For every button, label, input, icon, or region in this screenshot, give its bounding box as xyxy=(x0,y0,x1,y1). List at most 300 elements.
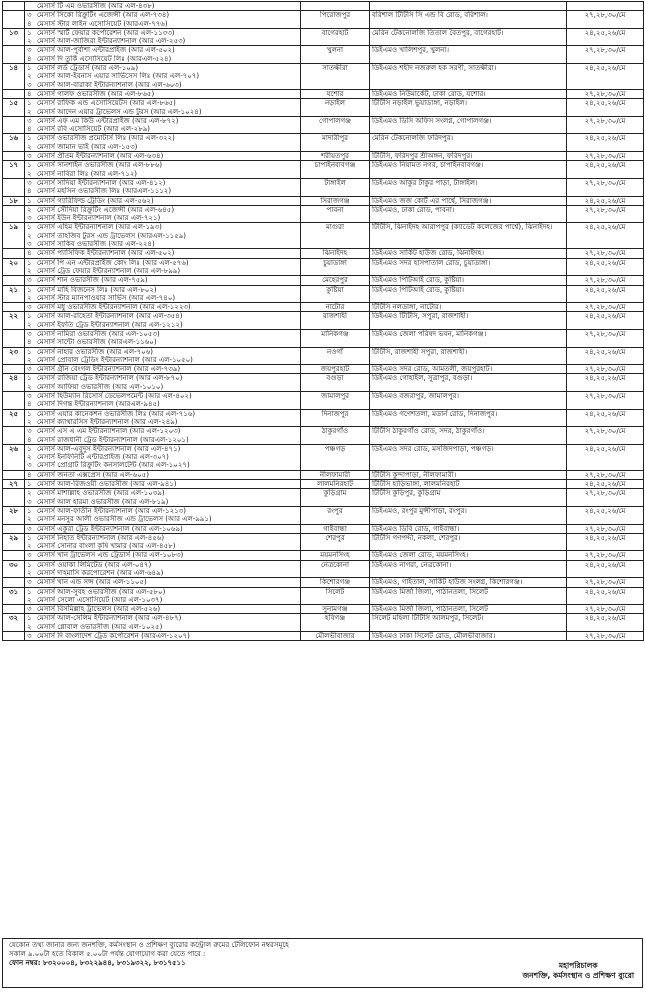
agency-number: ২ xyxy=(27,622,32,631)
serial-cell: ২৯ xyxy=(3,533,25,551)
agencies-cell xyxy=(25,605,301,614)
agency-name: মেসার্স নাবিরা লিঃ (আর এল-৭১২) xyxy=(37,169,138,178)
district-cell: মাগুরা xyxy=(301,223,370,249)
date-cell: ২৪,২৫,২৬/মে xyxy=(567,99,644,117)
venue-address-cell: ডিইএমও সদর রোড, মসজিদপাড়া, পঞ্চগড়। xyxy=(370,444,567,470)
agencies-cell xyxy=(25,427,301,445)
agency-number: ৩ xyxy=(27,524,32,533)
agency-name: মেসার্স তাহজিব টুরস এন্ড ট্রাভেলস (আরএল-১১৫৯) xyxy=(37,231,187,240)
table-row xyxy=(3,347,644,365)
date-cell: ২৪,২৫,২৬/মে xyxy=(567,223,644,249)
venue-address-cell: ডিইএমও, ঢাকা রোড, পাবনা। xyxy=(370,205,567,223)
agencies-cell xyxy=(25,524,301,533)
agency-name: মেসার্স আল-বারাকা ইন্টারন্যাশনাল (আর এল-৬০৩) xyxy=(37,80,182,89)
venue-address-cell: ডিইএমও, গাইতাল, সার্কিট হাউজ সংলগ্ন, কিশোরগঞ্জ। xyxy=(370,578,567,587)
date-cell: ২৪,২৫,২৬/মে xyxy=(567,614,644,632)
table-row xyxy=(3,578,644,587)
table-row xyxy=(3,11,644,29)
table-row xyxy=(3,249,644,258)
agency-name: মেসার্স এফ এম কিউ এন্টারপ্রাইজ (আর এল-৮৭২) xyxy=(37,116,179,125)
agency-number: ১ xyxy=(27,64,32,73)
serial-cell: ৩০ xyxy=(3,560,25,578)
serial-cell xyxy=(3,11,25,29)
agency-number: ১ xyxy=(27,506,32,515)
agencies-cell xyxy=(25,409,301,427)
table-row xyxy=(3,303,644,312)
agency-number: ১ xyxy=(27,480,32,489)
agency-line xyxy=(27,81,298,89)
serial-cell: ২২ xyxy=(3,312,25,330)
agencies-cell xyxy=(25,196,301,205)
date-cell: ২৪,২৫,২৬/মে xyxy=(567,409,644,427)
venue-address-cell: টিটিসি গণপদ্দী, নকলা, শেরপুর। xyxy=(370,533,567,551)
agency-number: ২ xyxy=(27,320,32,329)
date-cell: ২৭,২৮,৩০/মে xyxy=(567,46,644,64)
date-cell: ২৪,২৫,২৬/মে xyxy=(567,134,644,152)
agency-name: মেসার্স সোনার বাংলা কৃষি খামার (আর এল-৪৫৮) xyxy=(37,542,176,551)
venue-address-cell: সিলেট মহিলা টিটিসি আলমপুর, সিলেট। xyxy=(370,614,567,632)
agency-line xyxy=(27,418,298,426)
agency-line xyxy=(27,286,298,294)
agency-name: মেসার্স রাফিক এন্ড এসোসিয়েটস (আর এল-৮৬৫) xyxy=(37,99,176,108)
agency-line xyxy=(27,489,298,497)
agency-line xyxy=(27,525,298,533)
venue-address-cell: ডিইএমও জেলা পরিষদ ভবন, মানিকগঞ্জ। xyxy=(370,329,567,347)
agency-name: মেসার্স মাহি বিজনেস লিঃ (আর এল-৮০২) xyxy=(37,285,157,294)
agency-line xyxy=(27,542,298,550)
agency-name: মেসার্স গ্লোবাল ওভারসীজ (আর এল-১০২৫) xyxy=(37,622,163,631)
agency-number: ২ xyxy=(27,37,32,46)
serial-cell xyxy=(3,276,25,285)
agency-name: মেসার্স সৌদিয়া রিক্রুটিং এজেন্সী (আর এল-৬৪৫) xyxy=(37,205,175,214)
serial-cell: ২৪ xyxy=(3,374,25,392)
agency-line xyxy=(27,588,298,596)
venue-address-cell: ডিইএমও, রংপুর মুন্সীপাড়া, রংপুর। xyxy=(370,506,567,524)
agency-line xyxy=(27,11,298,19)
serial-cell: ২০ xyxy=(3,258,25,276)
agencies-cell xyxy=(25,11,301,29)
agency-line xyxy=(27,20,298,28)
agency-name: মেসার্স আল-সেলিম ইন্টারন্যাশনাল (আর এল-৪৮৭) xyxy=(37,614,182,623)
district-cell: কুড়িগ্রাম xyxy=(301,489,370,507)
agency-number: ২ xyxy=(27,542,32,551)
agency-number: ১ xyxy=(27,312,32,321)
agency-line xyxy=(27,99,298,107)
agencies-cell xyxy=(25,347,301,365)
agency-line xyxy=(27,410,298,418)
agencies-cell xyxy=(25,578,301,587)
agency-number: ৪ xyxy=(27,249,32,258)
serial-cell xyxy=(3,46,25,64)
agency-name: মেসার্স নিহাত ইন্টারন্যাশনাল (আর এল-৪৫৬) xyxy=(37,533,165,542)
table-row xyxy=(3,223,644,249)
date-cell: ২৭,২৮,৩০/মে xyxy=(567,524,644,533)
table-row xyxy=(3,116,644,134)
district-cell: সুনামগঞ্জ xyxy=(301,605,370,614)
district-cell: মেহেরপুর xyxy=(301,276,370,285)
agency-number: ৪ xyxy=(27,187,32,196)
table-row xyxy=(3,524,644,533)
agency-line xyxy=(27,312,298,320)
agency-name: মেসার্স সান্টো ওভারসীজ (আরএল-১১৬০) xyxy=(37,338,157,347)
contact-note-line-1: যেকোন তথ্য জানার জন্য জনশক্তি, কর্মসংস্থান ও প্রশিক্ষণ ব্যুরোর কন্ট্রোল রুমের টেলিফোন নম্বরসমূহে xyxy=(9,941,289,949)
date-cell: ২৪,২৫,২৬/মে xyxy=(567,196,644,205)
agency-name: মেসার্স মহসিন ওভারসীজ লিঃ (আরএল-১১১২) xyxy=(37,187,172,196)
agency-name: মেসার্স মনসুর আলী ওভারসীজ এন্ড ট্রাভেলস (আর এল-৯৯১) xyxy=(37,515,212,524)
agency-line xyxy=(27,29,298,37)
agency-line xyxy=(27,294,298,302)
agency-name: মেসার্স গ্যারিফিল্ড ট্রেডিং (আর এল-৫৬২) xyxy=(37,196,154,205)
date-cell: ২৭,২৮,৩০/মে xyxy=(567,470,644,479)
venue-address-cell: ডিইএমও জেলা রোড, ময়মনসিংহ। xyxy=(370,551,567,560)
agency-name: মেসার্স স্মার্ট ফেয়ার কর্পোরেশন (আর এল-১১৩৩) xyxy=(37,28,175,37)
agency-line xyxy=(27,471,298,479)
agencies-cell xyxy=(25,28,301,46)
venue-address-cell: মেরিন টেকনোলজি ফরিদপুর। xyxy=(370,134,567,152)
agency-number: ২ xyxy=(27,142,32,151)
agency-number: ২ xyxy=(27,231,32,240)
venue-address-cell: বরিশাল টিটিসি সি এন্ড বি রোড, বরিশাল। xyxy=(370,11,567,29)
district-cell: রাজশাহী xyxy=(301,312,370,330)
agency-number: ১ xyxy=(27,587,32,596)
table-row xyxy=(3,89,644,98)
district-cell: জামালপুর xyxy=(301,392,370,410)
agency-number: ২ xyxy=(27,453,32,462)
date-cell: ২৭,২৮,৩০/মে xyxy=(567,11,644,29)
date-cell: ২৭,২৮,৩০/মে xyxy=(567,392,644,410)
contact-note xyxy=(9,941,409,968)
agency-number: ৩ xyxy=(27,240,32,249)
district-cell: মানিকগঞ্জ xyxy=(301,329,370,347)
serial-cell xyxy=(3,578,25,587)
agency-number: ৪ xyxy=(27,400,32,409)
venue-address-cell: ডিইএমও জজ কোর্ট এর পার্শ্বে, সিরাজগঞ্জ। xyxy=(370,196,567,205)
agencies-cell xyxy=(25,205,301,223)
agency-number: ১ xyxy=(27,28,32,37)
venue-address-cell: ডিইএমও টিটিসি, সপুরা, রাজশাহী। xyxy=(370,312,567,330)
agency-line xyxy=(27,507,298,515)
agency-line xyxy=(27,596,298,604)
agency-line xyxy=(27,232,298,240)
agencies-cell xyxy=(25,374,301,392)
venue-address-cell xyxy=(370,2,567,11)
district-cell: নড়াইল xyxy=(301,99,370,117)
district-cell: লালমনিরহাট xyxy=(301,480,370,489)
agency-name: মেসার্স নাহার ওভারসীজ (আর এল-৭০৬) xyxy=(37,347,154,356)
table-row xyxy=(3,276,644,285)
agency-line xyxy=(27,125,298,133)
district-cell: চুয়াডাঙ্গা xyxy=(301,258,370,276)
serial-cell xyxy=(3,605,25,614)
district-cell: গোপালগঞ্জ xyxy=(301,116,370,134)
agency-line xyxy=(27,569,298,577)
agencies-cell xyxy=(25,161,301,179)
agency-number: ১ xyxy=(27,444,32,453)
date-cell: ২৭,২৮,৩০/মে xyxy=(567,276,644,285)
serial-cell xyxy=(3,2,25,11)
agencies-cell xyxy=(25,258,301,276)
venue-address-cell: ডিইএমও মির্জা জিলা, পাঠানতলা, সিলেট xyxy=(370,587,567,605)
agency-line xyxy=(27,72,298,80)
agency-line xyxy=(27,303,298,311)
date-cell: ২৭,২৮,৩০/মে xyxy=(567,551,644,560)
agencies-cell xyxy=(25,2,301,11)
table-row xyxy=(3,134,644,152)
agency-line xyxy=(27,400,298,408)
table-row xyxy=(3,205,644,223)
venue-address-cell: ডিইএমও ডিসি অফিস সংলগ্ন, গোপালগঞ্জ। xyxy=(370,116,567,134)
district-cell: শরীয়তপুর xyxy=(301,152,370,161)
agency-schedule-body xyxy=(3,2,644,641)
agency-name: মেসার্স রবি এসোসিয়েট (আর এল-২৮৯) xyxy=(37,125,151,134)
agency-number: ৪ xyxy=(27,125,32,134)
agency-name: মেসার্স আদেন এয়ার ট্রাভেলস এন্ড টুরস (আর এল-১০২৪) xyxy=(37,107,202,116)
district-cell: ঝিনাইদহ xyxy=(301,249,370,258)
agency-name: মেসার্স সানশাইন ওভারসীজ (আর এল-৮৮৬) xyxy=(37,161,163,170)
agency-name: মেসার্স আল-সুবহ ওভারসীজ (আর এল-৫৮০) xyxy=(37,587,166,596)
agency-number: ৪ xyxy=(27,54,32,63)
agency-line xyxy=(27,480,298,488)
agency-line xyxy=(27,187,298,195)
agency-name: মেসার্স মধু ওভারসীজ ইন্টারন্যাশনাল (আর এল-১২২৩) xyxy=(37,303,191,312)
date-cell: ২৭,২৮,৩০/মে xyxy=(567,303,644,312)
venue-address-cell: টিটিসি, ফরিদপুর শ্রীঅঙ্গন, ফরিদপুর। xyxy=(370,152,567,161)
agencies-cell xyxy=(25,560,301,578)
serial-cell xyxy=(3,116,25,134)
agency-line xyxy=(27,623,298,631)
agencies-cell xyxy=(25,489,301,507)
serial-cell xyxy=(3,365,25,374)
serial-cell: ৩২ xyxy=(3,614,25,632)
date-cell: ২৭,২৮,৩০/মে xyxy=(567,632,644,641)
agency-number: ২ xyxy=(27,355,32,364)
date-cell: ২৭,২৮,৩০/মে xyxy=(567,152,644,161)
agency-line xyxy=(27,427,298,435)
date-cell: ২৭,২৮,৩০/মে xyxy=(567,116,644,134)
agencies-cell xyxy=(25,178,301,196)
serial-cell xyxy=(3,205,25,223)
agency-line xyxy=(27,223,298,231)
agency-number: ১ xyxy=(27,409,32,418)
agency-name: মেসার্স স্টার ম্যানপাওয়ার সার্ভিস (আর এল-৭৪০) xyxy=(37,293,176,302)
signature-block xyxy=(522,961,634,981)
agency-number: ২ xyxy=(27,515,32,524)
serial-cell: ২১ xyxy=(3,285,25,303)
agency-line xyxy=(27,249,298,257)
table-row xyxy=(3,2,644,11)
agency-number: ৩ xyxy=(27,214,32,223)
agency-line xyxy=(27,534,298,542)
signature-title: মহাপরিচালক xyxy=(558,961,598,970)
agency-name: মেসার্স একুরা ট্রেড ইন্টারন্যাশনাল (আর এল-১০৬৯) xyxy=(37,524,183,533)
agency-name: মেসার্স এস এ এম ইন্টারন্যাশনাল (আর এল-১২০৩) xyxy=(37,427,181,436)
agency-line xyxy=(27,392,298,400)
venue-address-cell: ডিইএমও পিটিআই রোড, কুষ্টিয়া। xyxy=(370,276,567,285)
serial-cell xyxy=(3,152,25,161)
date-cell: ২৪,২৫,২৬/মে xyxy=(567,444,644,470)
agency-number: ৩ xyxy=(27,46,32,55)
agency-name: মেসার্স সেলো এসোসিয়েট (আর এল-১০৩৭) xyxy=(37,595,163,604)
serial-cell: ১৫ xyxy=(3,99,25,117)
agency-name: মেসার্স আল-ফাতীন ইন্টারন্যাশনাল (আর এল-১২১৩) xyxy=(37,506,186,515)
district-cell: নীলফামারী xyxy=(301,470,370,479)
date-cell: ২৪,২৫,২৬/মে xyxy=(567,374,644,392)
date-cell: ২৪,২৫,২৬/মে xyxy=(567,161,644,179)
agency-number: ২ xyxy=(27,417,32,426)
table-row xyxy=(3,427,644,445)
table-row xyxy=(3,409,644,427)
district-cell: পঞ্চগড় xyxy=(301,444,370,470)
agencies-cell xyxy=(25,89,301,98)
agency-line xyxy=(27,259,298,267)
serial-cell: ১৮ xyxy=(3,196,25,205)
agency-name: মেসার্স দি বাংলাদেশ ট্রেড কর্পোরেশন (আরএল-১২০৭) xyxy=(37,632,190,641)
serial-cell xyxy=(3,489,25,507)
agency-line xyxy=(27,365,298,373)
serial-cell: ২৬ xyxy=(3,444,25,470)
agencies-cell xyxy=(25,99,301,117)
agency-line xyxy=(27,453,298,461)
venue-address-cell: টিটিসি, ঝিনাইদহ আরাপপুর (ক্যাডেট কলেজের পার্শ্বে), ঝিনাইদহ। xyxy=(370,223,567,249)
agency-number: ৩ xyxy=(27,80,32,89)
serial-cell xyxy=(3,524,25,533)
table-row xyxy=(3,46,644,64)
agency-line xyxy=(27,108,298,116)
agency-line xyxy=(27,134,298,142)
district-cell: গাইবান্ধা xyxy=(301,524,370,533)
table-row xyxy=(3,632,644,641)
agency-number: ৩ xyxy=(27,152,32,161)
venue-address-cell: ডিইএমও ডিবি রোড, গাইবান্ধা। xyxy=(370,524,567,533)
agency-name: মেসার্স প্রীতম ইন্টারন্যাশনাল (আর এল-৬৩৪) xyxy=(37,152,164,161)
agency-number: ২ xyxy=(27,72,32,81)
table-row xyxy=(3,506,644,524)
agency-number: ৩ xyxy=(27,116,32,125)
agency-number: ৪ xyxy=(27,19,32,28)
table-row xyxy=(3,614,644,632)
agency-number: ১ xyxy=(27,347,32,356)
agencies-cell xyxy=(25,587,301,605)
agency-name: মেসার্স ট্রেড ফেয়ার ইন্টারন্যাশনাল (আর এল-৮৯৯) xyxy=(37,266,181,275)
district-cell: হবিগঞ্জ xyxy=(301,614,370,632)
agency-name: মেসার্স প্রোবাল ট্রেডিং ইন্টারন্যাশনাল (আর এল-১০৫০) xyxy=(37,355,193,364)
agency-line xyxy=(27,240,298,248)
agencies-cell xyxy=(25,470,301,479)
venue-address-cell: ডিইএমও নিয়ামত নগর, চাপাইনবাবগঞ্জ। xyxy=(370,161,567,179)
agency-name: মেসার্স হিউম্যান রিসোর্স ডেভেলপমেন্ট (আর এল-৪০২) xyxy=(37,392,192,401)
agency-number: ১ xyxy=(27,258,32,267)
agencies-cell xyxy=(25,480,301,489)
district-cell: রংপুর xyxy=(301,506,370,524)
agency-line xyxy=(27,206,298,214)
agency-line xyxy=(27,348,298,356)
agency-number: ২ xyxy=(27,266,32,275)
date-cell: ২৭,২৮,৩০/মে xyxy=(567,427,644,445)
agencies-cell xyxy=(25,614,301,632)
venue-address-cell: ডিইএমও বজরাপুর, জামালপুর। xyxy=(370,392,567,410)
agency-line xyxy=(27,64,298,72)
table-row xyxy=(3,99,644,117)
venue-address-cell: ডিইএমও গণেশতলা, মডার্ন রোড, দিনাজপুর। xyxy=(370,409,567,427)
agency-name: মেসার্স খান এন্ড সন্স (আর এল-১১০৫) xyxy=(37,578,147,587)
agencies-cell xyxy=(25,632,301,641)
agency-number: ৩ xyxy=(27,497,32,506)
table-row xyxy=(3,161,644,179)
agency-number: ১ xyxy=(27,285,32,294)
agencies-cell xyxy=(25,533,301,551)
agencies-cell xyxy=(25,329,301,347)
agencies-cell xyxy=(25,303,301,312)
agency-line xyxy=(27,2,298,10)
date-cell: ২৪,২৫,২৬/মে xyxy=(567,312,644,330)
date-cell: ২৪,২৫,২৬/মে xyxy=(567,533,644,551)
agency-line xyxy=(27,445,298,453)
serial-cell xyxy=(3,249,25,258)
agency-line xyxy=(27,55,298,63)
district-cell: পিরোজপুর xyxy=(301,11,370,29)
agency-name: মেসার্স ওয়াকা লিমিটেড (আর এল-০৪৭) xyxy=(37,560,152,569)
district-cell: কুষ্টিয়া xyxy=(301,285,370,303)
table-row xyxy=(3,374,644,392)
agencies-cell xyxy=(25,116,301,134)
district-cell: টাঙ্গাইল xyxy=(301,178,370,196)
venue-address-cell: টিটিসি ঠাকুরগাঁও রোড, সদর, ঠাকুরগাঁও। xyxy=(370,427,567,445)
date-cell: ২৭,২৮,৩০/মে xyxy=(567,329,644,347)
agency-name: মেসার্স খান ট্রাভেলস এন্ড ট্রেডার্স (আর এল-১০৮৩) xyxy=(37,551,184,560)
table-row xyxy=(3,560,644,578)
agencies-cell xyxy=(25,285,301,303)
agency-schedule-table xyxy=(2,1,644,641)
agency-name: মেসার্স টি এম ওভারসীজ (আর এল-৪৩৮) xyxy=(37,2,155,10)
table-row xyxy=(3,551,644,560)
agency-number: ২ xyxy=(27,107,32,116)
agencies-cell xyxy=(25,551,301,560)
agency-name: মেসার্স সাকিব ওভারসীজ (আর এল-২২৪) xyxy=(37,240,155,249)
district-cell: বগুড়া xyxy=(301,374,370,392)
table-row xyxy=(3,64,644,90)
agency-number: ১ xyxy=(27,99,32,108)
agencies-cell xyxy=(25,276,301,285)
serial-cell: ৩১ xyxy=(3,587,25,605)
serial-cell: ২৮ xyxy=(3,506,25,524)
venue-address-cell: টিটিসি, রাজশাহী সপুরা, রাজশাহী। xyxy=(370,347,567,365)
phone-numbers: ফোন নম্বর: ৮৩২০০০৪, ৮৩২২৯৪৪, ৮৩১৯৩২২, ৮৩১৭৫১১ xyxy=(9,959,186,967)
agency-name: মেসার্স প্যাসিফিক ইন্টারন্যাশনাল (আর এল-৫০২) xyxy=(37,249,175,258)
agency-number: ২ xyxy=(27,293,32,302)
agency-number: ৪ xyxy=(27,89,32,98)
agency-name: মেসার্স পি এন এন্টারপ্রাইজ কোং লিঃ (আর এল-৫৭৬) xyxy=(37,258,189,267)
date-cell: ২৪,২৫,২৬/মে xyxy=(567,347,644,365)
agency-number: ১ xyxy=(27,614,32,623)
agency-name: মেসার্স দাহমাসি করপোরেশন (আর এল-৬৪৯) xyxy=(37,569,164,577)
agency-line xyxy=(27,515,298,523)
agency-name: মেসার্স আল-রাহেতা ইন্টারন্যাশনাল (আর এল-৩৫৪) xyxy=(37,312,183,321)
agency-number: ২ xyxy=(27,569,32,577)
agencies-cell xyxy=(25,46,301,64)
agencies-cell xyxy=(25,223,301,249)
district-cell: জয়পুরহাট xyxy=(301,365,370,374)
agency-line xyxy=(27,46,298,54)
agencies-cell xyxy=(25,444,301,470)
venue-address-cell: ডিইএমও নাগরা, নেত্রকোনা। xyxy=(370,560,567,578)
district-cell: খুলনা xyxy=(301,46,370,64)
date-cell: ২৪,২৫,২৬/মে xyxy=(567,506,644,524)
table-row xyxy=(3,365,644,374)
agencies-cell xyxy=(25,506,301,524)
table-row xyxy=(3,28,644,46)
agency-number: ৪ xyxy=(27,338,32,347)
agency-line xyxy=(27,374,298,382)
